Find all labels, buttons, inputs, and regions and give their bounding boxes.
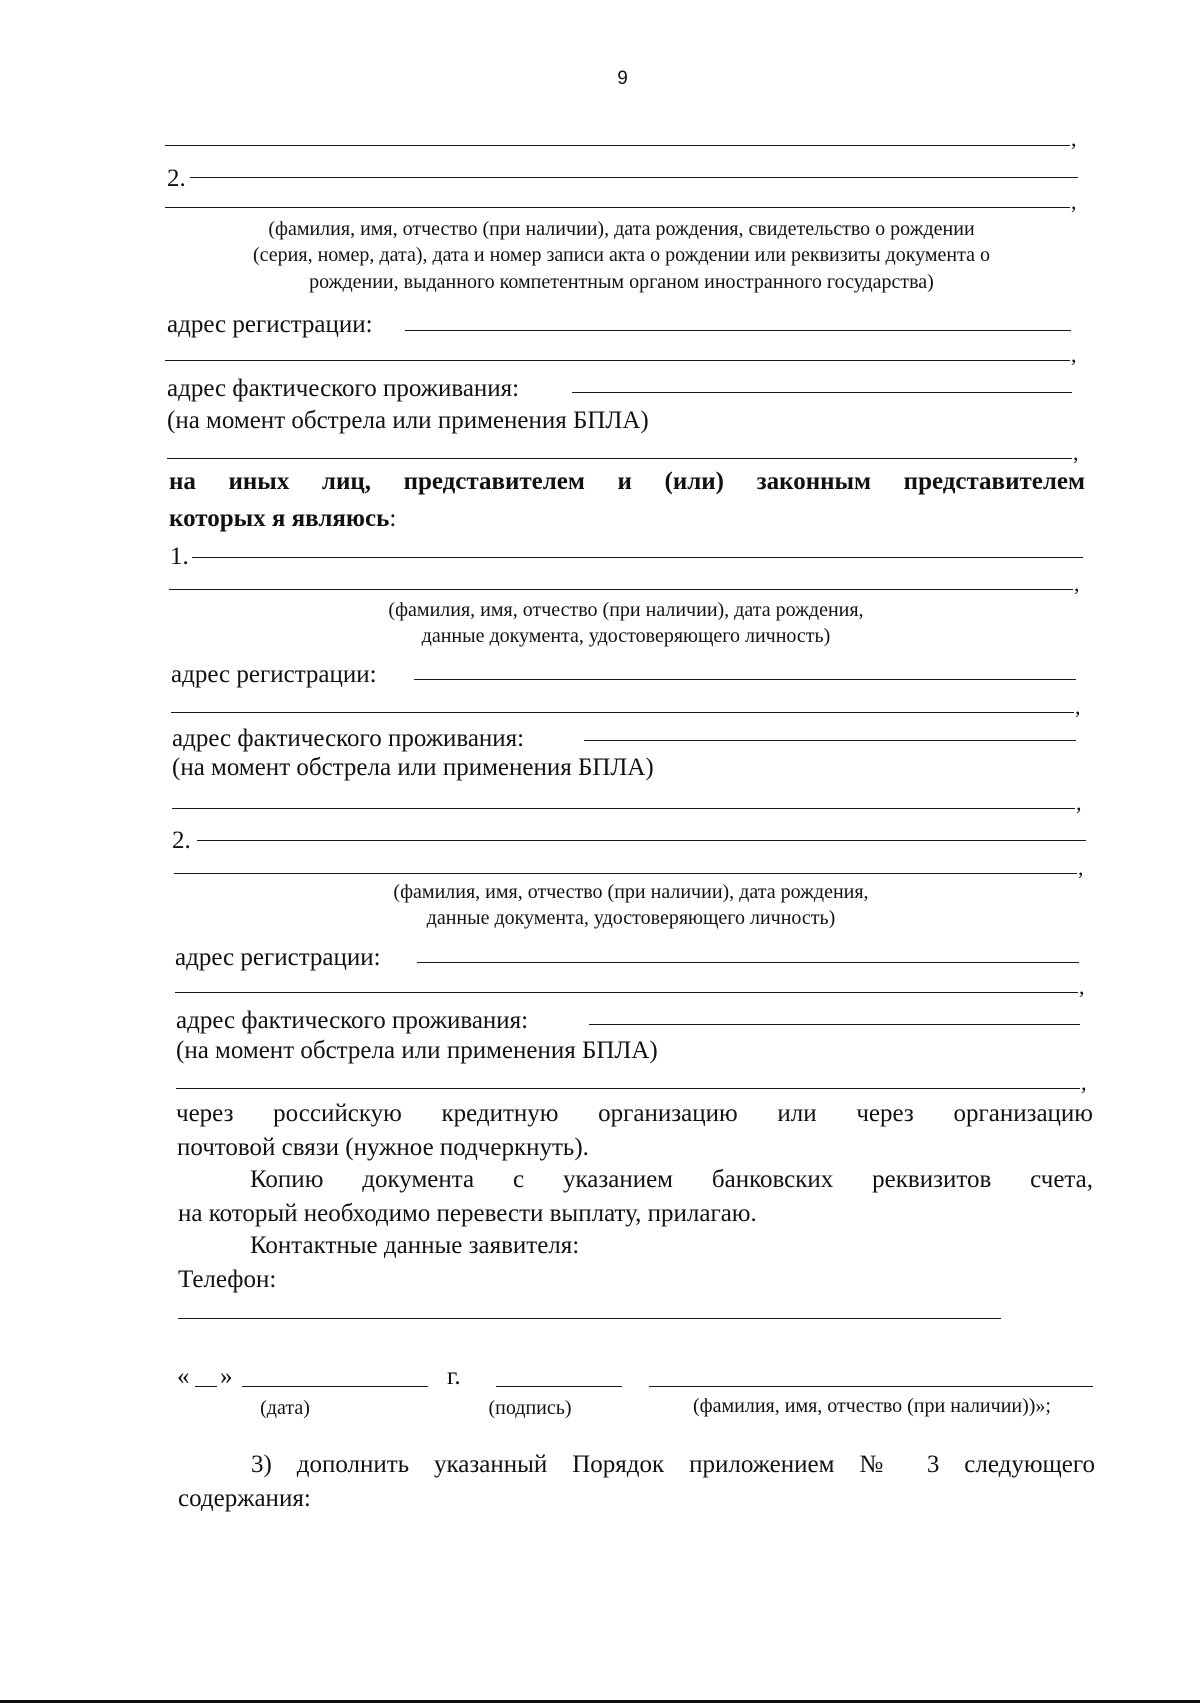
- item-number: 2.: [167, 165, 186, 192]
- attachment-text-line2: на который необходимо перевести выплату, прилагаю.: [178, 1200, 757, 1227]
- fill-line[interactable]: [172, 808, 1075, 809]
- fill-line[interactable]: [197, 840, 1086, 841]
- line-comma: ,: [1079, 974, 1085, 999]
- fill-line[interactable]: [167, 458, 1072, 459]
- page-number: 9: [617, 68, 628, 89]
- actual-address-note: (на момент обстрела или применения БПЛА): [167, 407, 649, 434]
- line-comma: ,: [1074, 571, 1080, 596]
- amendment-text: 3) дополнить указанный Порядок приложением № 3 следующего: [251, 1451, 1095, 1478]
- fill-line[interactable]: [405, 330, 1071, 331]
- person2-number: 2.: [172, 827, 191, 854]
- line-comma: ,: [1071, 189, 1077, 214]
- actual-address-label: адрес фактического проживания:: [167, 375, 520, 402]
- person1-number: 1.: [170, 543, 189, 570]
- fill-line[interactable]: [176, 1088, 1080, 1089]
- actual-address-note: (на момент обстрела или применения БПЛА): [172, 754, 654, 781]
- fill-line[interactable]: [169, 589, 1073, 590]
- phone-label: Телефон:: [178, 1266, 277, 1293]
- phone-input-line[interactable]: [178, 1318, 1001, 1319]
- date-open-quote: «: [177, 1363, 190, 1390]
- reg-address-label: адрес регистрации:: [167, 311, 373, 338]
- field-caption: (серия, номер, дата), дата и номер записи акта о рождении или реквизиты документа о: [253, 244, 990, 266]
- fill-line[interactable]: [589, 1024, 1080, 1025]
- actual-address-label: адрес фактического проживания:: [176, 1007, 529, 1034]
- line-comma: ,: [1076, 790, 1082, 815]
- field-caption: данные документа, удостоверяющего личность): [426, 907, 836, 929]
- line-comma: ,: [1078, 855, 1084, 880]
- line-comma: ,: [1075, 694, 1081, 719]
- other-persons-heading-line2: [169, 506, 396, 531]
- fill-line[interactable]: [192, 557, 1083, 558]
- payment-method-text-line2: почтовой связи (нужное подчеркнуть).: [177, 1134, 589, 1161]
- date-close-quote: »: [220, 1363, 233, 1390]
- actual-address-note: (на момент обстрела или применения БПЛА): [176, 1037, 658, 1064]
- signature-input-line[interactable]: [496, 1386, 622, 1387]
- fill-line[interactable]: [175, 992, 1078, 993]
- day-input-line[interactable]: [195, 1386, 217, 1387]
- fill-line[interactable]: [572, 392, 1072, 393]
- name-caption: (фамилия, имя, отчество (при наличии))»;: [693, 1395, 1051, 1417]
- amendment-text-line2: содержания:: [178, 1485, 311, 1512]
- field-caption: (фамилия, имя, отчество (при наличии), дата рождения, свидетельство о рождении: [268, 218, 975, 240]
- contacts-label: Контактные данные заявителя:: [250, 1232, 580, 1259]
- fill-line[interactable]: [584, 740, 1076, 741]
- field-caption: рождении, выданного компетентным органом иностранного государства): [309, 271, 934, 293]
- fill-line[interactable]: [190, 177, 1078, 178]
- fill-line[interactable]: [174, 873, 1077, 874]
- fill-line[interactable]: [417, 962, 1079, 963]
- fill-line[interactable]: [165, 360, 1070, 361]
- year-suffix: г.: [447, 1363, 461, 1390]
- field-caption: (фамилия, имя, отчество (при наличии), дата рождения,: [393, 881, 869, 903]
- attachment-text: Копию документа с указанием банковских реквизитов счета,: [250, 1166, 1093, 1193]
- name-input-line[interactable]: [649, 1386, 1093, 1387]
- date-caption: (дата): [260, 1397, 310, 1419]
- field-caption: данные документа, удостоверяющего личность): [421, 625, 831, 647]
- date-input-line[interactable]: [242, 1386, 428, 1387]
- line-comma: ,: [1071, 342, 1077, 367]
- reg-address-label: адрес регистрации:: [175, 944, 381, 971]
- fill-line[interactable]: [414, 679, 1076, 680]
- heading-colon: :: [389, 505, 397, 532]
- line-comma: ,: [1081, 1070, 1087, 1095]
- fill-line[interactable]: [171, 712, 1074, 713]
- line-comma: ,: [1073, 440, 1079, 465]
- field-caption: (фамилия, имя, отчество (при наличии), дата рождения,: [388, 599, 864, 621]
- actual-address-label: адрес фактического проживания:: [172, 725, 525, 752]
- fill-line[interactable]: [165, 145, 1070, 146]
- other-persons-heading: на иных лиц, представителем и (или) законным представителем: [169, 468, 1085, 495]
- fill-line[interactable]: [165, 207, 1070, 208]
- payment-method-text: через российскую кредитную организацию или через организацию: [176, 1100, 1093, 1127]
- heading-text: которых я являюсь: [169, 505, 390, 532]
- line-comma: ,: [1071, 126, 1077, 151]
- signature-caption: (подпись): [488, 1397, 572, 1419]
- reg-address-label: адрес регистрации:: [171, 661, 377, 688]
